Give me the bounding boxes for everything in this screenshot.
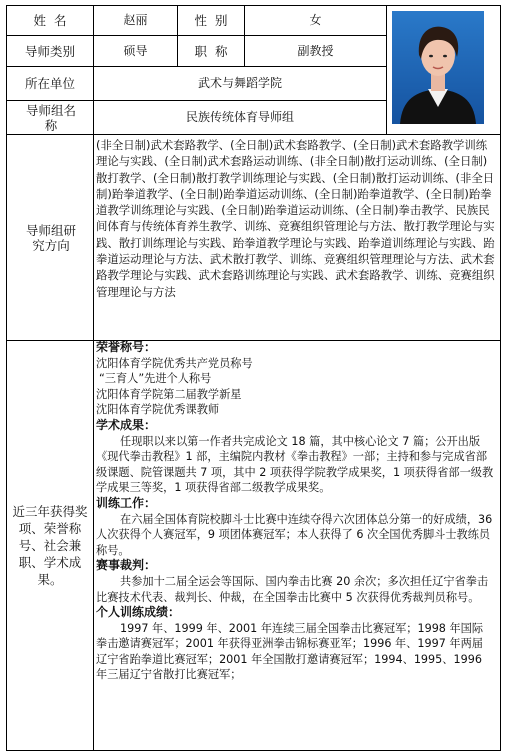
- personal-text: 1997 年、1999 年、2001 年连续三届全国拳击比赛冠军；1998 年国际拳击邀请赛冠军；2001 年获得亚洲拳击锦标赛亚军；1996 年、1997 年两届辽宁省跆拳道比赛冠军；2001 年全国散打邀请赛冠军；1994、1995、1996 年三届辽宁省散打比赛冠军；: [96, 621, 484, 682]
- portrait-illustration: [392, 11, 484, 124]
- gender-label: 性 别: [194, 13, 228, 28]
- personal-heading: 个人训练成绩：: [96, 605, 181, 620]
- type-value: 硕导: [123, 43, 148, 58]
- col-line-4: [386, 5, 387, 135]
- row-line-4: [6, 134, 501, 135]
- title-value: 副教授: [297, 43, 334, 58]
- academic-text: 任现职以来以第一作者共完成论文 18 篇，其中核心论文 7 篇；公开出版《现代拳击教程》1 部，主编院内教材《拳击教程》一部；主持和参与完成省部级课题、院管课题共 7 项，其中 2 项获得学院教学成果奖，1 项获得省部一级教学成果三等奖，1 项获得省部二级教学成果奖。: [96, 434, 494, 495]
- name-label: 姓 名: [33, 13, 67, 28]
- gender-value: 女: [309, 13, 322, 27]
- group-value: 民族传统体育导师组: [185, 110, 294, 124]
- academic-heading: 学术成果：: [96, 417, 157, 432]
- border-left: [6, 5, 7, 751]
- name-value: 赵丽: [123, 13, 148, 27]
- honor-item: “三育人”先进个人称号: [99, 372, 212, 386]
- group-label: 导师组名称: [25, 102, 76, 133]
- unit-label: 所在单位: [24, 76, 75, 91]
- type-label: 导师类别: [24, 43, 75, 59]
- portrait-photo: [392, 11, 484, 124]
- honor-item: 沈阳体育学院优秀课教师: [96, 403, 220, 417]
- title-label: 职 称: [194, 43, 228, 59]
- border-right: [500, 5, 501, 751]
- direction-label: 导师组研究方向: [25, 222, 76, 253]
- achievements-label: 近三年获得奖项、荣誉称号、社会兼职、学术成果。: [12, 504, 88, 587]
- honors-heading: 荣誉称号：: [96, 340, 157, 354]
- referee-heading: 赛事裁判：: [96, 558, 157, 573]
- honor-item: 沈阳体育学院第二届教学新星: [96, 387, 242, 401]
- honor-item: 沈阳体育学院优秀共产党员称号: [96, 356, 253, 370]
- unit-value: 武术与舞蹈学院: [197, 76, 282, 90]
- achievements-content: [96, 340, 494, 683]
- referee-text: 共参加十二届全运会等国际、国内拳击比赛 20 余次；多次担任辽宁省拳击比赛技术代表、裁判长、仲裁，在全国拳击比赛中 5 次获得优秀裁判员称号。: [96, 574, 489, 604]
- direction-text: (非全日制)武术套路教学、(全日制)武术套路教学、(全日制)武术套路教学训练理论与实践、(全日制)武术套路运动训练、(非全日制)散打运动训练、(全日制)散打教学、(全日制)散打教学训练理论与实践、(全日制)散打运动训练、(非全日制)跆拳道教学、(全日制)跆拳道运动训练、(全日制)跆拳道教学、(全日制)跆拳道教学训练理论与实践、(全日制)跆拳道运动训练、(全日制)拳击教学、民族民间体育与传统体育养生教学、训练、竞赛组织管理论与方法、散打教学理论与实践、散打训练理论与实践、跆拳道教学理论与实践、跆拳道训练理论与实践、跆拳道运动理论与方法、武术散打教学、训练、竞赛组织管理理论与方法、武术套路教学理论与实践、武术套路训练理论与实践、武术套路教学、训练、竞赛组织管理理论与方法: [96, 138, 495, 299]
- border-bottom: [6, 750, 501, 751]
- training-text: 在六届全国体育院校脚斗士比赛中连续夺得六次团体总分第一的好成绩，36 人次获得个人赛冠军，9 项团体赛冠军；本人获得了 6 次全国优秀脚斗士教练员称号。: [96, 512, 493, 557]
- training-heading: 训练工作：: [96, 495, 157, 510]
